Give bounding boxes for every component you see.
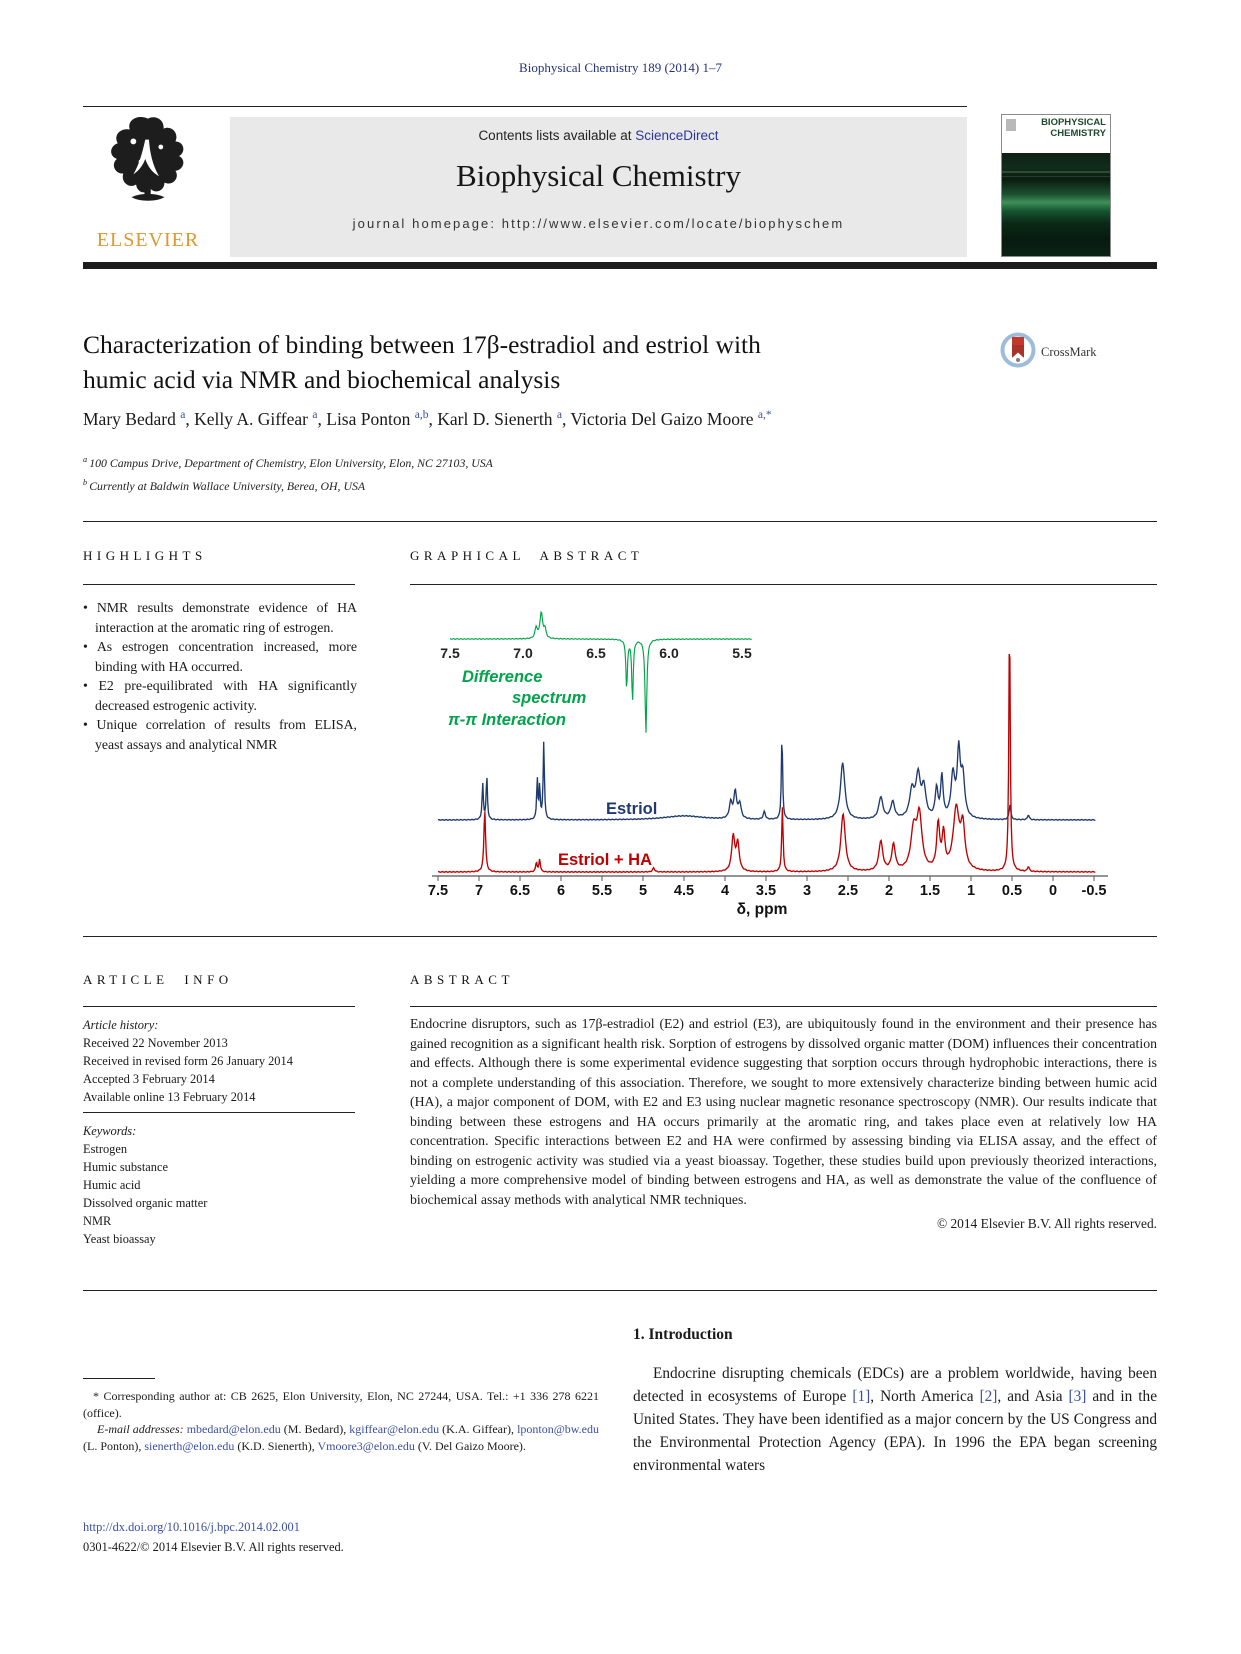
highlight-item: • As estrogen concentration increased, more binding with HA occurred. xyxy=(83,637,357,676)
text-segment: b xyxy=(83,477,90,487)
chart-text: 6.0 xyxy=(659,645,679,661)
sciencedirect-link[interactable]: ScienceDirect xyxy=(635,128,719,143)
chart-text: 5.5 xyxy=(591,883,613,899)
crossmark-badge[interactable] xyxy=(999,331,1129,374)
chart-text: 5.5 xyxy=(732,645,752,661)
keywords-list xyxy=(83,1140,363,1248)
inline-link[interactable]: [1] xyxy=(852,1388,871,1405)
author-list xyxy=(83,409,983,430)
text-segment: a xyxy=(556,409,562,422)
history-line: Received in revised form 26 January 2014 xyxy=(83,1054,293,1068)
journal-homepage-link[interactable]: journal homepage: http://www.elsevier.com/locate/biophyschem xyxy=(352,216,845,231)
journal-title: Biophysical Chemistry xyxy=(455,158,741,193)
graphical-abstract-underline xyxy=(410,584,1157,585)
abstract-heading: ABSTRACT xyxy=(410,972,514,987)
text-segment: (M. Bedard), xyxy=(280,1422,350,1436)
inline-link[interactable]: kgiffear@elon.edu xyxy=(349,1422,440,1436)
introduction-paragraph xyxy=(633,1362,1157,1477)
text-segment: E-mail addresses: xyxy=(97,1422,187,1436)
text-segment: , North America xyxy=(870,1388,980,1405)
history-line: Available online 13 February 2014 xyxy=(83,1090,256,1104)
text-segment: , Lisa Ponton xyxy=(317,409,415,429)
article-info-underline xyxy=(83,1006,355,1007)
header-black-bar xyxy=(83,262,1157,269)
nmr-chart xyxy=(410,592,1157,922)
highlight-item: • Unique correlation of results from ELISA, yeast assays and analytical NMR xyxy=(83,715,357,754)
chart-text: 3 xyxy=(802,883,812,899)
journal-banner xyxy=(230,117,967,257)
spectrum-estriol xyxy=(438,740,1095,820)
affiliations xyxy=(83,450,983,496)
chart-text: 6 xyxy=(556,883,566,899)
text-segment: a xyxy=(312,409,318,422)
chart-text: 7.5 xyxy=(440,645,460,661)
text-segment: , Victoria Del Gaizo Moore xyxy=(561,409,758,429)
text-segment: a,* xyxy=(757,409,772,422)
chart-text: Estriol xyxy=(606,800,658,818)
inline-link[interactable]: lponton@bw.edu xyxy=(517,1422,599,1436)
chart-text: 5 xyxy=(638,883,648,899)
crossmark-icon xyxy=(999,331,1037,374)
chart-text: π-π Interaction xyxy=(448,711,566,729)
chart-text: 7.0 xyxy=(513,645,533,661)
keyword: Estrogen xyxy=(83,1142,128,1156)
text-segment: (K.D. Sienerth), xyxy=(234,1438,318,1453)
graphical-abstract-heading: GRAPHICAL ABSTRACT xyxy=(410,548,644,563)
cover-mini-logo xyxy=(1006,119,1016,131)
chart-text: 1 xyxy=(966,883,976,899)
text-segment: (K.A. Giffear), xyxy=(439,1422,518,1436)
body-divider xyxy=(83,1290,1157,1291)
text-segment: a,b xyxy=(414,409,429,422)
affiliation-b xyxy=(83,473,983,496)
footnote xyxy=(83,1388,599,1454)
chart-text: spectrum xyxy=(512,689,587,707)
text-segment: Mary Bedard xyxy=(83,409,181,429)
chart-text: Difference xyxy=(462,668,543,686)
highlights-underline xyxy=(83,584,355,585)
elsevier-wordmark: ELSEVIER xyxy=(96,229,200,251)
chart-text: 3.5 xyxy=(755,883,777,899)
text-segment: 100 Campus Drive, Department of Chemistry, Elon University, Elon, NC 27103, USA xyxy=(89,455,493,470)
text-segment: , and Asia xyxy=(997,1388,1069,1405)
text-segment: , Karl D. Sienerth xyxy=(428,409,557,429)
chart-text: 0.5 xyxy=(1001,883,1023,899)
spectrum-estriol-ha xyxy=(438,654,1095,872)
highlights-heading: HIGHLIGHTS xyxy=(83,548,207,563)
inline-link[interactable]: sienerth@elon.edu xyxy=(144,1438,235,1453)
abstract-copyright: © 2014 Elsevier B.V. All rights reserved. xyxy=(936,1216,1157,1231)
article-title: Characterization of binding between 17β-estradiol and estriol with humic acid via NMR and biochemical analysis xyxy=(83,330,761,394)
text-segment: (V. Del Gaizo Moore). xyxy=(414,1438,526,1453)
article-history-list xyxy=(83,1034,363,1106)
elsevier-logo[interactable] xyxy=(83,114,213,260)
inline-link[interactable]: mbedard@elon.edu xyxy=(186,1422,281,1436)
text-segment: (L. Ponton), xyxy=(83,1438,145,1453)
chart-text: δ, ppm xyxy=(736,901,788,918)
chart-text: -0.5 xyxy=(1081,883,1107,899)
footnote-rule xyxy=(83,1378,155,1379)
chart-text: Estriol + HA xyxy=(558,851,652,869)
contents-prefix: Contents lists available at xyxy=(478,128,636,143)
header-rule xyxy=(83,106,967,107)
cover-title: BIOPHYSICAL CHEMISTRY xyxy=(1041,117,1106,139)
text-segment: Currently at Baldwin Wallace University, Berea, OH, USA xyxy=(89,478,366,493)
crossmark-label: CrossMark xyxy=(1041,345,1097,359)
email-addresses xyxy=(83,1421,599,1454)
journal-citation: Biophysical Chemistry 189 (2014) 1–7 xyxy=(519,60,722,75)
chart-text: 7.5 xyxy=(427,883,449,899)
keyword: Yeast bioassay xyxy=(83,1232,156,1246)
chart-text: 6.5 xyxy=(586,645,606,661)
highlights-list xyxy=(83,598,357,754)
section-divider xyxy=(83,936,1157,937)
keyword: Humic acid xyxy=(83,1178,141,1192)
chart-text: 6.5 xyxy=(509,883,531,899)
chart-text: 4 xyxy=(720,883,730,899)
abstract-underline xyxy=(410,1006,1157,1007)
history-line: Accepted 3 February 2014 xyxy=(83,1072,215,1086)
affiliation-a xyxy=(83,450,983,473)
graphical-abstract-figure xyxy=(410,592,1157,922)
cover-header xyxy=(1002,115,1110,153)
article-info-heading: ARTICLE INFO xyxy=(83,972,233,987)
chart-text: 2.5 xyxy=(837,883,859,899)
text-segment: Endocrine disrupting chemicals (EDCs) are a problem worldwide, having been detected in ecosystems of Europe xyxy=(633,1365,1157,1405)
chart-text: 7 xyxy=(474,883,484,899)
contents-line xyxy=(230,128,967,143)
section-divider xyxy=(83,521,1157,522)
corresponding-author-note: * Corresponding author at: CB 2625, Elon University, Elon, NC 27244, USA. Tel.: +1 336 278 6221 (office). xyxy=(83,1389,599,1420)
text-segment: a xyxy=(180,409,186,422)
text-segment: , Kelly A. Giffear xyxy=(185,409,313,429)
text-segment: a xyxy=(83,455,90,464)
keyword: Humic substance xyxy=(83,1160,168,1174)
issn-copyright-line: 0301-4622/© 2014 Elsevier B.V. All rights reserved. xyxy=(83,1540,344,1554)
doi-link[interactable]: http://dx.doi.org/10.1016/j.bpc.2014.02.001 xyxy=(83,1520,300,1534)
highlight-item: • NMR results demonstrate evidence of HA interaction at the aromatic ring of estrogen. xyxy=(83,598,357,637)
cover-art xyxy=(1002,153,1110,256)
keyword: NMR xyxy=(83,1214,112,1228)
chart-text: 1.5 xyxy=(919,883,941,899)
inline-link[interactable]: [3] xyxy=(1068,1388,1087,1405)
history-line: Received 22 November 2013 xyxy=(83,1036,228,1050)
abstract-text: Endocrine disruptors, such as 17β-estradiol (E2) and estriol (E3), are ubiquitously found in the environment and their presence has gained recognition as a significant health risk. Sorption of estrogens by dissolved organic matter (DOM) influences their concentration and effects. Although there is some experimental evidence suggesting that sorption occurs through hydrophobic interactions, there is not a complete understanding of this association. Therefore, we sought to more extensively characterize binding between humic acid (HA), a major component of DOM, with E2 and E3 using nuclear magnetic resonance spectroscopy (NMR). Our results indicate that binding between these estrogens and HA occurs primarily at the aromatic ring, and takes place even at relatively low HA concentration. Specific interactions between E2 and HA were confirmed by assessing binding via ELISA assay, and the effect of binding on estrogenic activity was studied via a yeast bioassay. Together, these studies build upon previously theorized interactions, yielding a more comprehensive model of binding between estrogens and HA, as well as demonstrate the value of the confluence of biochemical assay methods with analytical NMR techniques. xyxy=(410,1016,1157,1207)
article-history xyxy=(83,1016,363,1106)
highlight-item: • E2 pre-equilibrated with HA significantly decreased estrogenic activity. xyxy=(83,676,357,715)
keywords-label: Keywords: xyxy=(83,1124,137,1138)
elsevier-tree-logo xyxy=(101,209,195,226)
chart-text: 4.5 xyxy=(673,883,695,899)
keywords xyxy=(83,1122,363,1248)
keyword: Dissolved organic matter xyxy=(83,1196,208,1210)
inline-link[interactable]: Vmoore3@elon.edu xyxy=(317,1438,415,1453)
chart-text: 0 xyxy=(1048,883,1058,899)
keywords-divider xyxy=(83,1112,355,1113)
introduction-heading: 1. Introduction xyxy=(633,1326,733,1343)
journal-cover-thumbnail[interactable] xyxy=(1001,114,1111,257)
text-segment: and in the United States. They have been identified as a major concern by the US Congress and the Environmental Protection Agency (EPA). In 1996 the EPA began screening environmental waters xyxy=(633,1388,1157,1474)
inline-link[interactable]: [2] xyxy=(979,1388,998,1405)
chart-text: 2 xyxy=(884,883,894,899)
article-history-label: Article history: xyxy=(83,1018,159,1032)
